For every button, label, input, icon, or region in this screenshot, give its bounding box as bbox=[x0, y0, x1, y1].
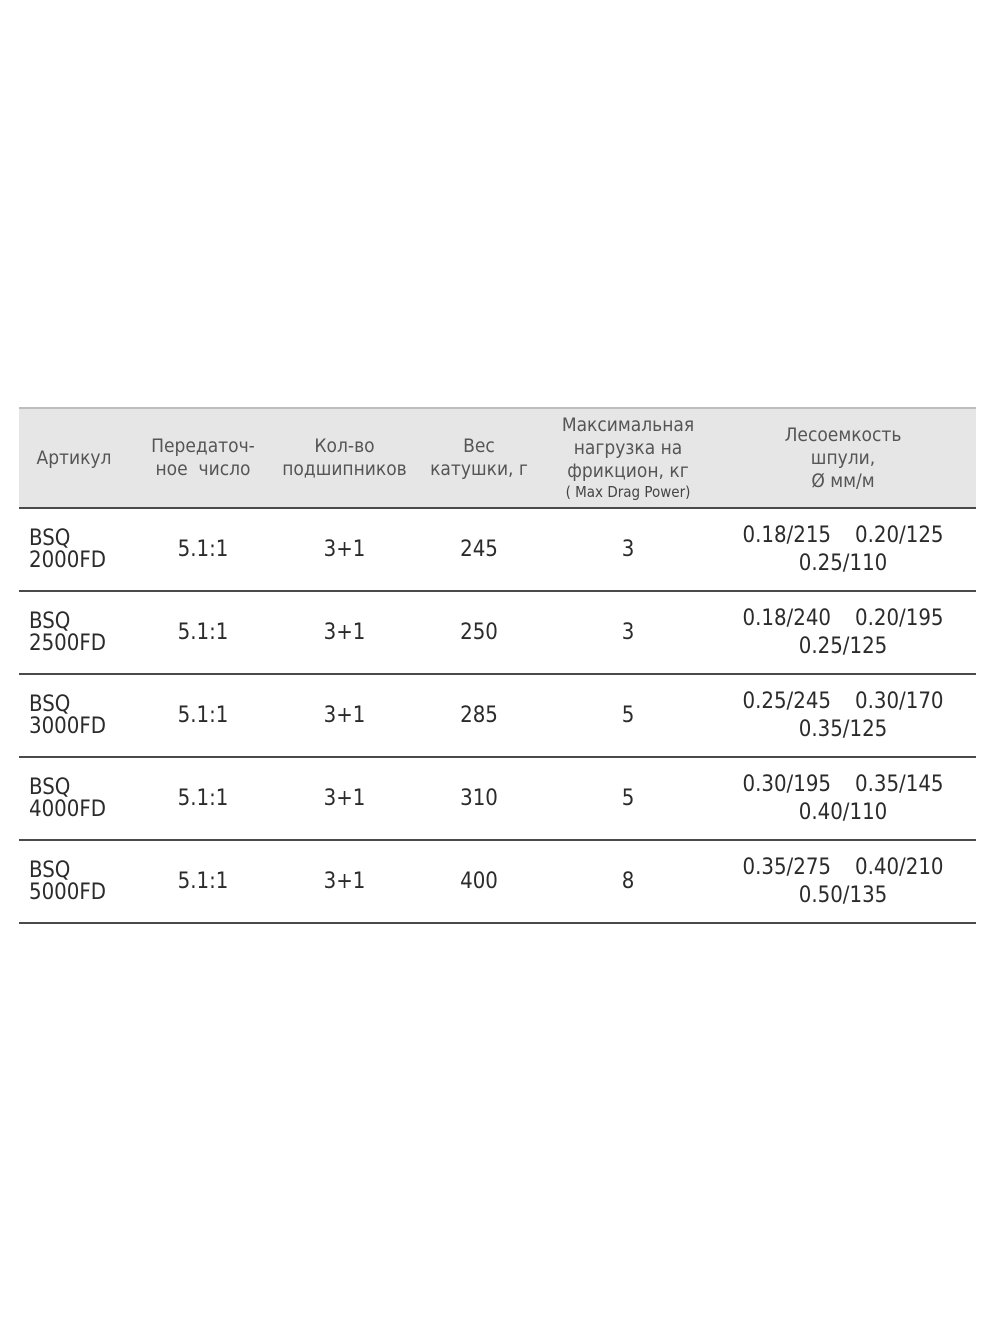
header-row bbox=[19, 408, 976, 508]
table-row bbox=[19, 757, 976, 840]
cell-weight: 400 bbox=[412, 840, 546, 923]
cell-ratio: 5.1:1 bbox=[129, 840, 277, 923]
cell-capacity: 0.25/245 0.30/170 0.35/125 bbox=[710, 674, 976, 757]
cell-bearings: 3+1 bbox=[277, 840, 412, 923]
cell-drag: 8 bbox=[546, 840, 710, 923]
cell-weight: 245 bbox=[412, 508, 546, 591]
header-bearings: Кол-во подшипников bbox=[277, 408, 412, 508]
header-capacity: Лесоемкость шпули, Ø мм/м bbox=[710, 408, 976, 508]
cell-article: BSQ 2500FD bbox=[19, 591, 129, 674]
cell-article: BSQ 5000FD bbox=[19, 840, 129, 923]
cell-article: BSQ 3000FD bbox=[19, 674, 129, 757]
table-row bbox=[19, 674, 976, 757]
cell-bearings: 3+1 bbox=[277, 508, 412, 591]
cell-drag: 5 bbox=[546, 674, 710, 757]
cell-ratio: 5.1:1 bbox=[129, 591, 277, 674]
table-row bbox=[19, 591, 976, 674]
cell-weight: 250 bbox=[412, 591, 546, 674]
table-row bbox=[19, 508, 976, 591]
cell-weight: 310 bbox=[412, 757, 546, 840]
header-article: Артикул bbox=[19, 408, 129, 508]
cell-bearings: 3+1 bbox=[277, 757, 412, 840]
cell-ratio: 5.1:1 bbox=[129, 674, 277, 757]
cell-capacity: 0.30/195 0.35/145 0.40/110 bbox=[710, 757, 976, 840]
cell-bearings: 3+1 bbox=[277, 674, 412, 757]
cell-drag: 3 bbox=[546, 591, 710, 674]
cell-drag: 3 bbox=[546, 508, 710, 591]
cell-bearings: 3+1 bbox=[277, 591, 412, 674]
cell-capacity: 0.18/215 0.20/125 0.25/110 bbox=[710, 508, 976, 591]
table-header bbox=[19, 408, 976, 508]
header-drag: Максимальная нагрузка на фрикцион, кг ( Max Drag Power) bbox=[546, 408, 710, 508]
table-row bbox=[19, 840, 976, 923]
cell-ratio: 5.1:1 bbox=[129, 757, 277, 840]
header-weight: Вес катушки, г bbox=[412, 408, 546, 508]
cell-weight: 285 bbox=[412, 674, 546, 757]
spec-table bbox=[19, 407, 976, 924]
cell-article: BSQ 4000FD bbox=[19, 757, 129, 840]
header-drag-subtitle: ( Max Drag Power) bbox=[565, 483, 691, 501]
table-body bbox=[19, 508, 976, 923]
cell-ratio: 5.1:1 bbox=[129, 508, 277, 591]
cell-capacity: 0.18/240 0.20/195 0.25/125 bbox=[710, 591, 976, 674]
cell-article: BSQ 2000FD bbox=[19, 508, 129, 591]
cell-drag: 5 bbox=[546, 757, 710, 840]
cell-capacity: 0.35/275 0.40/210 0.50/135 bbox=[710, 840, 976, 923]
header-ratio: Передаточ- ное число bbox=[129, 408, 277, 508]
